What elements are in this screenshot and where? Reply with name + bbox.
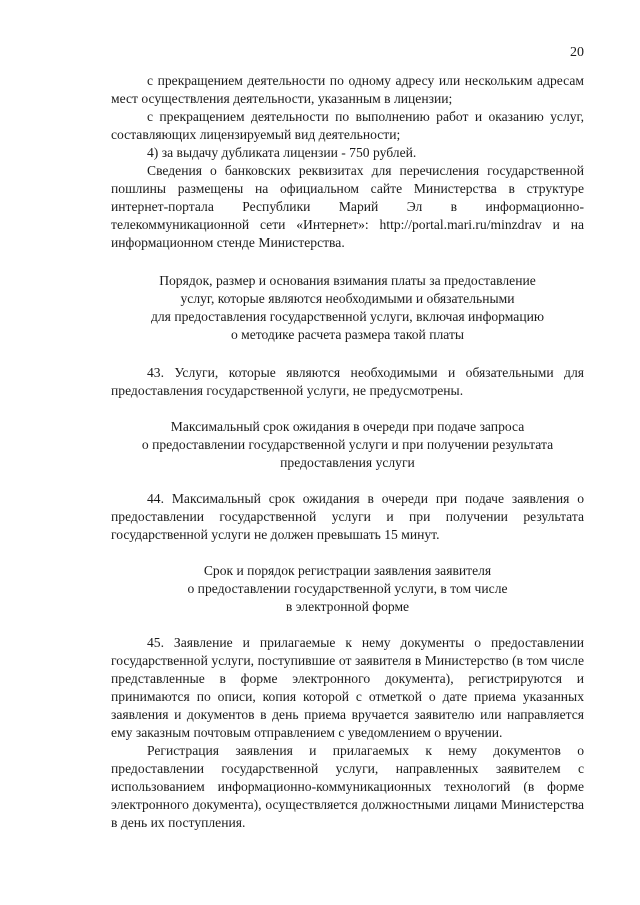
top-paragraphs — [111, 72, 584, 252]
section-heading — [111, 418, 584, 472]
heading-line: о предоставлении государственной услуги, в том числе — [187, 581, 508, 596]
paragraph-45-continued: Регистрация заявления и прилагаемых к нему документов о предоставлении государственной услуги, направленных заявителем с использованием информационно-коммуникационных технологий (в форме электронного документа), осуществляется должностными лицами Министерства в день их поступления. — [111, 743, 584, 830]
heading-line: Срок и порядок регистрации заявления заявителя — [203, 563, 492, 578]
paragraph-43: 43. Услуги, которые являются необходимыми и обязательными для предоставления государственной услуги, не предусмотрены. — [111, 365, 584, 398]
heading-line: Порядок, размер и основания взимания платы за предоставление — [159, 273, 536, 288]
paragraph-45: 45. Заявление и прилагаемые к нему документы о предоставлении государственной услуги, поступившие от заявителя в Министерство (в том числе представленные в форме электронного документа), регистрируются и принимаются по описи, копия которой с отметкой о дате приема указанных заявления и документов в день приема вручается заявителю или направляется ему заказным почтовым отправлением с уведомлением о вручении. — [111, 635, 584, 740]
page-number: 20 — [570, 45, 584, 60]
heading-line: Максимальный срок ожидания в очереди при подаче запроса — [170, 419, 525, 434]
heading-line: о предоставлении государственной услуги и при получении результата — [141, 437, 554, 452]
heading-line: о методике расчета размера такой платы — [230, 327, 465, 342]
heading-line: предоставления услуги — [280, 455, 415, 470]
paragraph: Сведения о банковских реквизитах для перечисления государственной пошлины размещены на официальном сайте Министерства в структуре интернет-портала Республики Марий Эл в информационно-телекоммуникационной сети «Интернет»: http://portal.mari.ru/minzdrav и на информационном стенде Министерства. — [111, 163, 584, 250]
paragraph: 4) за выдачу дубликата лицензии - 750 рублей. — [147, 145, 417, 160]
paragraph: с прекращением деятельности по одному адресу или нескольким адресам мест осуществления деятельности, указанным в лицензии; — [111, 73, 584, 106]
section-heading — [111, 272, 584, 344]
section-heading — [111, 562, 584, 616]
paragraph: с прекращением деятельности по выполнению работ и оказанию услуг, составляющих лицензируемый вид деятельности; — [111, 109, 584, 142]
heading-line: услуг, которые являются необходимыми и обязательными — [180, 291, 515, 306]
heading-line: в электронной форме — [285, 599, 410, 614]
heading-line: для предоставления государственной услуги, включая информацию — [150, 309, 545, 324]
paragraph-44: 44. Максимальный срок ожидания в очереди при подаче заявления о предоставлении государственной услуги и при получении результата государственной услуги не должен превышать 15 минут. — [111, 491, 584, 542]
